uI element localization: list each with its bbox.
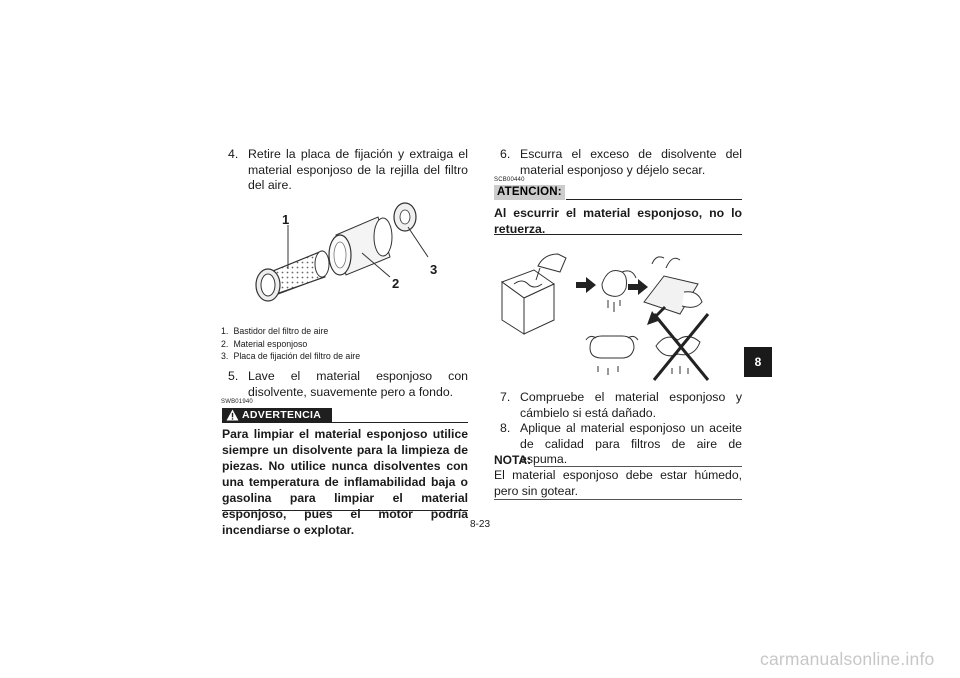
step-number: 4. xyxy=(228,147,239,161)
figure-captions xyxy=(221,325,471,363)
filter-frame-drawing xyxy=(256,225,329,301)
warning-label: ADVERTENCIA xyxy=(242,409,322,421)
arrow-right-icon xyxy=(576,277,596,293)
caution-badge: ATENCION: xyxy=(494,185,565,200)
watermark: carmanualsonline.info xyxy=(760,649,935,669)
fixing-plate-drawing xyxy=(394,203,428,257)
warning-badge xyxy=(222,408,332,423)
step-7 xyxy=(500,390,742,421)
step-text: Retire la placa de fijación y extraiga el material esponjoso de la rejilla del filtro del aire. xyxy=(248,147,468,192)
callout-2: 2 xyxy=(392,276,400,291)
step-4 xyxy=(228,147,468,194)
step-number: 7. xyxy=(500,390,511,404)
caution-header-rule xyxy=(566,199,742,200)
note-end-rule xyxy=(494,499,742,500)
warning-triangle-icon xyxy=(226,409,239,421)
step-text: Aplique al material esponjoso un aceite de calidad para filtros de aire de espuma. xyxy=(520,421,742,466)
warning-text: Para limpiar el material esponjoso utilice siempre un disolvente para la limpieza de piezas. No utilice nunca disolventes con una temperatura de inflamabilidad baja o gasolina para limpiar el material esponjoso, pues el motor podría incendiarse o explotar. xyxy=(222,427,468,537)
arrow-right-icon xyxy=(628,279,648,295)
warning-header-rule xyxy=(332,422,468,423)
warning-end-rule xyxy=(222,510,468,511)
caution-end-rule xyxy=(494,234,742,235)
callout-3: 3 xyxy=(430,262,438,277)
callout-1: 1 xyxy=(282,212,290,227)
section-tab: 8 xyxy=(744,347,772,377)
caption-item: 2. Material esponjoso xyxy=(221,338,308,349)
drying-foam-drawing xyxy=(644,257,702,314)
step-number: 8. xyxy=(500,421,511,435)
step-text: Escurra el exceso de disolvente del material esponjoso y déjelo secar. xyxy=(520,147,742,177)
caption-item: 1. Bastidor del filtro de aire xyxy=(221,326,329,336)
note-label: NOTA: xyxy=(494,453,532,467)
step-number: 5. xyxy=(228,369,239,383)
caution-text: Al escurrir el material esponjoso, no lo retuerza. xyxy=(494,206,742,236)
step-text: Compruebe el material esponjoso y cámbielo si está dañado. xyxy=(520,390,742,420)
step-text: Lave el material esponjoso con disolvente, suavemente pero a fondo. xyxy=(248,369,468,399)
step-6 xyxy=(500,147,742,178)
step-5 xyxy=(228,369,468,400)
solvent-bucket-drawing xyxy=(502,254,566,334)
air-filter-illustration xyxy=(240,195,455,305)
squeeze-hands-drawing xyxy=(602,271,636,313)
note-text: El material esponjoso debe estar húmedo, pero sin gotear. xyxy=(494,468,742,498)
foam-wringing-illustration xyxy=(494,244,742,384)
step-8 xyxy=(500,421,742,468)
step-number: 6. xyxy=(500,147,511,161)
warning-code: SWB01940 xyxy=(221,399,253,405)
foam-element-drawing xyxy=(329,217,392,277)
page-number: 8-23 xyxy=(469,519,490,530)
correct-press-drawing xyxy=(586,336,638,375)
caution-code: SCB00440 xyxy=(494,177,525,183)
caption-item: 3. Placa de fijación del filtro de aire xyxy=(221,351,361,361)
